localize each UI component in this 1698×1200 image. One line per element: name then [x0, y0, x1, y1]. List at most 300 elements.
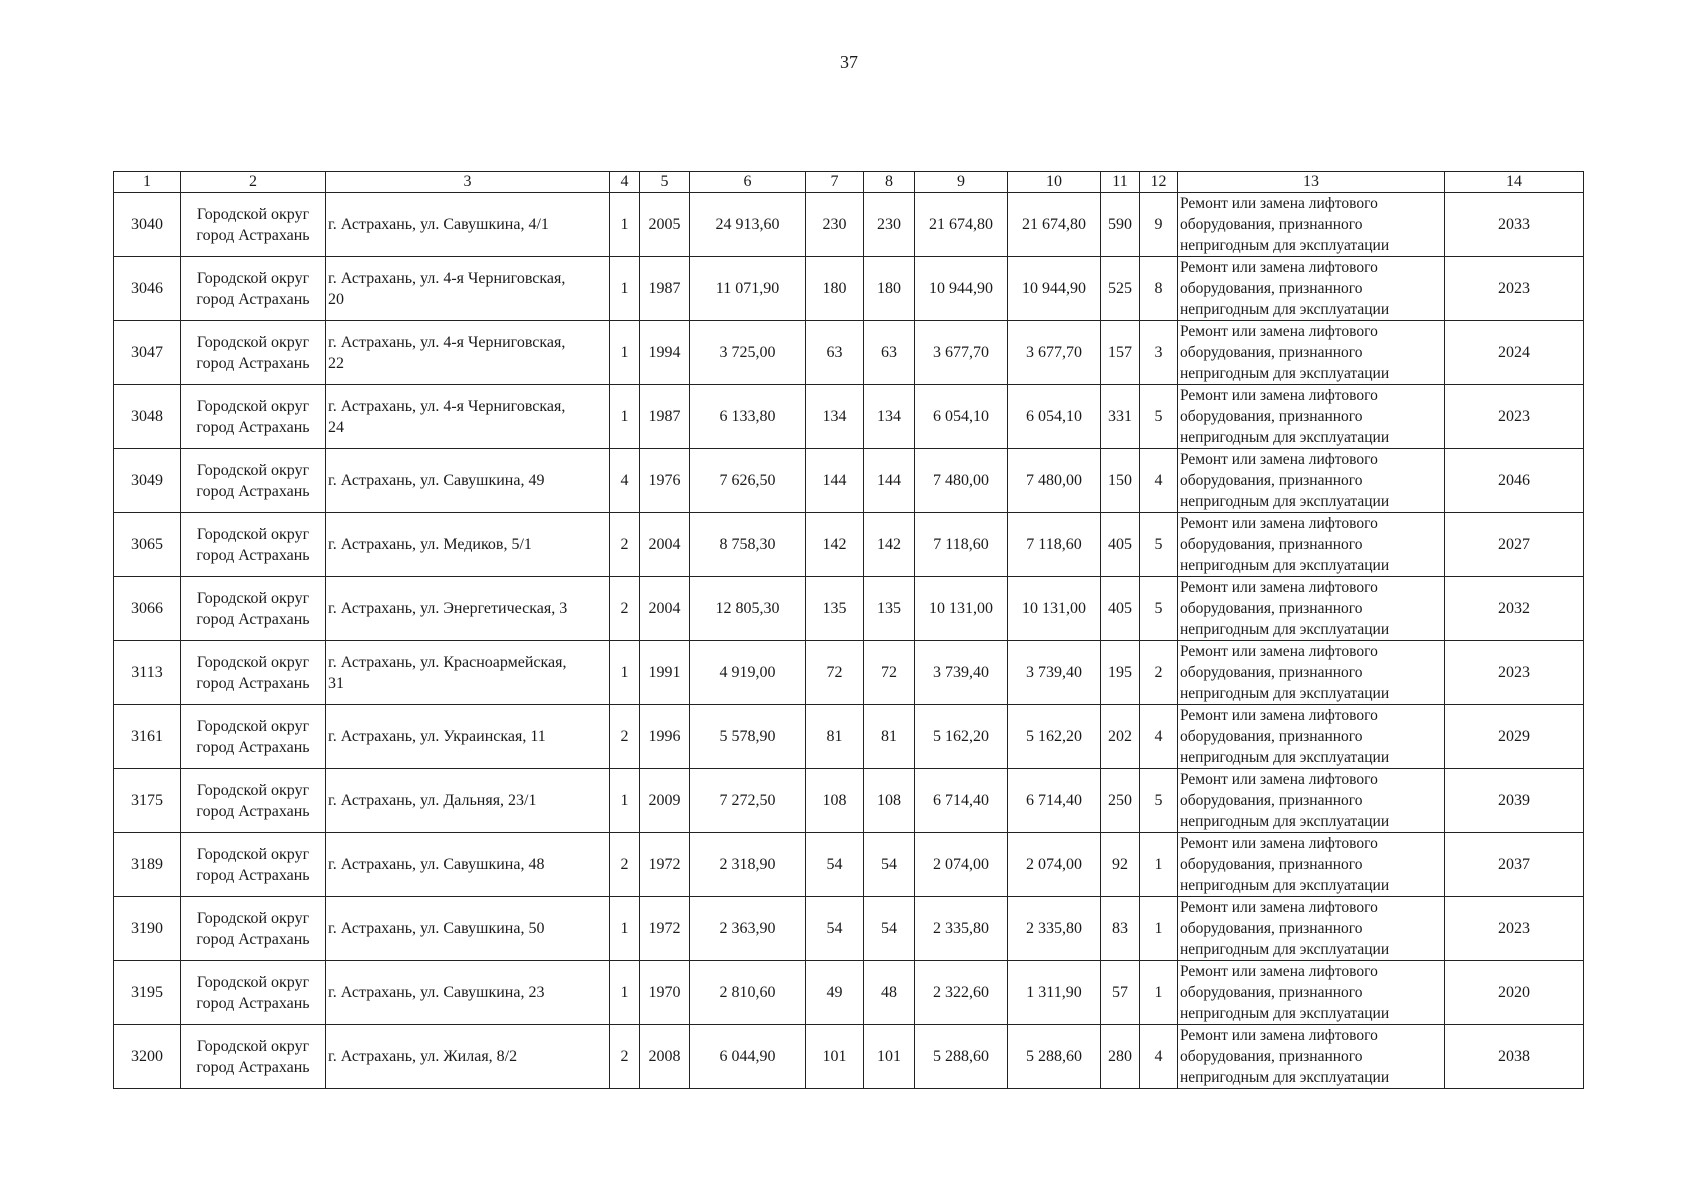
municipality-cell: [181, 833, 326, 897]
municipality-line: город Астрахань: [196, 482, 310, 500]
table-row: [114, 897, 1584, 961]
column-header: 13: [1178, 172, 1445, 193]
col-7-cell: 54: [806, 833, 864, 897]
col-9-cell: 7 118,60: [915, 513, 1008, 577]
work-type-line: Ремонт или замена лифтового: [1180, 515, 1378, 532]
municipality-line: город Астрахань: [196, 226, 310, 244]
col-14-cell: 2023: [1445, 897, 1584, 961]
col-9-cell: 6 054,10: [915, 385, 1008, 449]
row-id-cell: 3200: [114, 1025, 181, 1089]
work-type-line: непригодным для эксплуатации: [1180, 813, 1390, 830]
row-id-cell: 3048: [114, 385, 181, 449]
col-9-cell: 2 335,80: [915, 897, 1008, 961]
municipality-line: город Астрахань: [196, 418, 310, 436]
column-header: 6: [690, 172, 806, 193]
work-type-line: непригодным для эксплуатации: [1180, 429, 1390, 446]
municipality-cell: [181, 513, 326, 577]
col-8-cell: 101: [864, 1025, 915, 1089]
col-7-cell: 144: [806, 449, 864, 513]
year-cell: 1994: [640, 321, 690, 385]
municipality-line: Городской округ: [196, 781, 310, 799]
municipality-line: Городской округ: [196, 525, 310, 543]
col-4-cell: 2: [610, 577, 640, 641]
col-14-cell: 2037: [1445, 833, 1584, 897]
col-6-cell: 5 578,90: [690, 705, 806, 769]
municipality-line: Городской округ: [196, 909, 310, 927]
work-type-line: Ремонт или замена лифтового: [1180, 771, 1378, 788]
municipality-cell: [181, 449, 326, 513]
col-11-cell: 405: [1101, 513, 1140, 577]
municipality-line: Городской округ: [196, 205, 310, 223]
municipality-line: Городской округ: [196, 1037, 310, 1055]
address-cell: [326, 193, 610, 257]
address-cell: [326, 1025, 610, 1089]
col-11-cell: 83: [1101, 897, 1140, 961]
work-type-line: оборудования, признанного: [1180, 536, 1363, 553]
row-id-cell: 3065: [114, 513, 181, 577]
col-8-cell: 144: [864, 449, 915, 513]
col-11-cell: 57: [1101, 961, 1140, 1025]
col-4-cell: 1: [610, 321, 640, 385]
work-type-cell: [1178, 257, 1445, 321]
address-line: г. Астрахань, ул. Жилая, 8/2: [328, 1048, 518, 1065]
municipality-line: город Астрахань: [196, 1058, 310, 1076]
municipality-line: Городской округ: [196, 269, 310, 287]
municipality-line: Городской округ: [196, 845, 310, 863]
col-10-cell: 6 054,10: [1008, 385, 1101, 449]
work-type-line: оборудования, признанного: [1180, 344, 1363, 361]
municipality-line: Городской округ: [196, 461, 310, 479]
address-line: г. Астрахань, ул. Савушкина, 49: [328, 472, 545, 489]
address-line: г. Астрахань, ул. 4-я Черниговская,: [328, 333, 566, 351]
work-type-line: Ремонт или замена лифтового: [1180, 1027, 1378, 1044]
work-type-line: Ремонт или замена лифтового: [1180, 195, 1378, 212]
row-id-cell: 3189: [114, 833, 181, 897]
col-8-cell: 142: [864, 513, 915, 577]
col-6-cell: 3 725,00: [690, 321, 806, 385]
address-line: г. Астрахань, ул. Савушкина, 23: [328, 984, 545, 1001]
col-10-cell: 6 714,40: [1008, 769, 1101, 833]
year-cell: 2004: [640, 513, 690, 577]
year-cell: 1972: [640, 897, 690, 961]
col-4-cell: 1: [610, 257, 640, 321]
col-12-cell: 1: [1140, 897, 1178, 961]
col-11-cell: 150: [1101, 449, 1140, 513]
work-type-line: Ремонт или замена лифтового: [1180, 579, 1378, 596]
column-header: 10: [1008, 172, 1101, 193]
work-type-line: непригодным для эксплуатации: [1180, 301, 1390, 318]
col-7-cell: 63: [806, 321, 864, 385]
col-7-cell: 108: [806, 769, 864, 833]
col-8-cell: 230: [864, 193, 915, 257]
year-cell: 1987: [640, 257, 690, 321]
col-12-cell: 4: [1140, 449, 1178, 513]
municipality-cell: [181, 577, 326, 641]
col-7-cell: 180: [806, 257, 864, 321]
column-header: 14: [1445, 172, 1584, 193]
col-4-cell: 2: [610, 1025, 640, 1089]
work-type-line: Ремонт или замена лифтового: [1180, 963, 1378, 980]
municipality-line: город Астрахань: [196, 930, 310, 948]
municipality-cell: [181, 1025, 326, 1089]
work-type-line: оборудования, признанного: [1180, 280, 1363, 297]
col-12-cell: 1: [1140, 833, 1178, 897]
col-9-cell: 2 074,00: [915, 833, 1008, 897]
municipality-cell: [181, 257, 326, 321]
col-6-cell: 6 133,80: [690, 385, 806, 449]
address-line: г. Астрахань, ул. Украинская, 11: [328, 728, 546, 745]
col-11-cell: 590: [1101, 193, 1140, 257]
col-9-cell: 10 131,00: [915, 577, 1008, 641]
municipality-line: город Астрахань: [196, 546, 310, 564]
column-header: 11: [1101, 172, 1140, 193]
col-14-cell: 2029: [1445, 705, 1584, 769]
municipality-line: город Астрахань: [196, 802, 310, 820]
work-type-line: оборудования, признанного: [1180, 408, 1363, 425]
column-header: 12: [1140, 172, 1178, 193]
table-row: [114, 193, 1584, 257]
col-4-cell: 4: [610, 449, 640, 513]
col-10-cell: 5 162,20: [1008, 705, 1101, 769]
work-type-line: непригодным для эксплуатации: [1180, 493, 1390, 510]
table-row: [114, 449, 1584, 513]
col-9-cell: 21 674,80: [915, 193, 1008, 257]
work-type-line: непригодным для эксплуатации: [1180, 749, 1390, 766]
municipality-cell: [181, 193, 326, 257]
col-6-cell: 2 810,60: [690, 961, 806, 1025]
work-type-line: непригодным для эксплуатации: [1180, 1005, 1390, 1022]
col-6-cell: 8 758,30: [690, 513, 806, 577]
year-cell: 1972: [640, 833, 690, 897]
col-14-cell: 2038: [1445, 1025, 1584, 1089]
col-10-cell: 21 674,80: [1008, 193, 1101, 257]
table-row: [114, 321, 1584, 385]
work-type-line: оборудования, признанного: [1180, 728, 1363, 745]
work-type-line: непригодным для эксплуатации: [1180, 941, 1390, 958]
col-8-cell: 72: [864, 641, 915, 705]
col-6-cell: 12 805,30: [690, 577, 806, 641]
work-type-line: Ремонт или замена лифтового: [1180, 899, 1378, 916]
col-11-cell: 195: [1101, 641, 1140, 705]
col-10-cell: 7 118,60: [1008, 513, 1101, 577]
address-cell: [326, 321, 610, 385]
table-row: [114, 1025, 1584, 1089]
municipality-line: Городской округ: [196, 333, 310, 351]
col-6-cell: 2 318,90: [690, 833, 806, 897]
col-9-cell: 7 480,00: [915, 449, 1008, 513]
year-cell: 2005: [640, 193, 690, 257]
address-cell: [326, 449, 610, 513]
col-9-cell: 2 322,60: [915, 961, 1008, 1025]
work-type-cell: [1178, 641, 1445, 705]
col-11-cell: 331: [1101, 385, 1140, 449]
work-type-line: Ремонт или замена лифтового: [1180, 707, 1378, 724]
address-line: г. Астрахань, ул. Красноармейская,: [328, 653, 567, 671]
table-row: [114, 385, 1584, 449]
header-row: [114, 172, 1584, 193]
row-id-cell: 3190: [114, 897, 181, 961]
column-header: 9: [915, 172, 1008, 193]
col-9-cell: 10 944,90: [915, 257, 1008, 321]
col-14-cell: 2046: [1445, 449, 1584, 513]
address-line: г. Астрахань, ул. 4-я Черниговская,: [328, 269, 566, 287]
table-row: [114, 705, 1584, 769]
col-9-cell: 5 288,60: [915, 1025, 1008, 1089]
col-8-cell: 134: [864, 385, 915, 449]
address-line: г. Астрахань, ул. Дальняя, 23/1: [328, 792, 537, 809]
col-14-cell: 2023: [1445, 257, 1584, 321]
col-12-cell: 4: [1140, 1025, 1178, 1089]
col-4-cell: 1: [610, 193, 640, 257]
col-10-cell: 3 677,70: [1008, 321, 1101, 385]
address-cell: [326, 769, 610, 833]
work-type-line: оборудования, признанного: [1180, 664, 1363, 681]
work-type-cell: [1178, 769, 1445, 833]
registry-table: [113, 171, 1584, 1089]
col-8-cell: 63: [864, 321, 915, 385]
work-type-line: Ремонт или замена лифтового: [1180, 259, 1378, 276]
municipality-cell: [181, 897, 326, 961]
col-4-cell: 2: [610, 833, 640, 897]
row-id-cell: 3066: [114, 577, 181, 641]
col-4-cell: 2: [610, 513, 640, 577]
col-12-cell: 2: [1140, 641, 1178, 705]
work-type-cell: [1178, 833, 1445, 897]
table-row: [114, 833, 1584, 897]
column-header: 2: [181, 172, 326, 193]
col-8-cell: 48: [864, 961, 915, 1025]
table-row: [114, 577, 1584, 641]
work-type-line: оборудования, признанного: [1180, 600, 1363, 617]
municipality-cell: [181, 321, 326, 385]
col-10-cell: 2 335,80: [1008, 897, 1101, 961]
year-cell: 2008: [640, 1025, 690, 1089]
row-id-cell: 3047: [114, 321, 181, 385]
column-header: 5: [640, 172, 690, 193]
municipality-line: город Астрахань: [196, 674, 310, 692]
address-line: г. Астрахань, ул. Савушкина, 50: [328, 920, 545, 937]
col-11-cell: 157: [1101, 321, 1140, 385]
col-10-cell: 10 944,90: [1008, 257, 1101, 321]
year-cell: 1970: [640, 961, 690, 1025]
col-12-cell: 9: [1140, 193, 1178, 257]
table-row: [114, 513, 1584, 577]
col-8-cell: 54: [864, 833, 915, 897]
col-7-cell: 135: [806, 577, 864, 641]
col-12-cell: 5: [1140, 513, 1178, 577]
col-9-cell: 3 739,40: [915, 641, 1008, 705]
work-type-line: непригодным для эксплуатации: [1180, 877, 1390, 894]
col-7-cell: 101: [806, 1025, 864, 1089]
col-11-cell: 280: [1101, 1025, 1140, 1089]
col-6-cell: 11 071,90: [690, 257, 806, 321]
work-type-line: Ремонт или замена лифтового: [1180, 835, 1378, 852]
col-11-cell: 525: [1101, 257, 1140, 321]
address-cell: [326, 961, 610, 1025]
col-12-cell: 8: [1140, 257, 1178, 321]
col-14-cell: 2027: [1445, 513, 1584, 577]
municipality-line: город Астрахань: [196, 290, 310, 308]
col-12-cell: 4: [1140, 705, 1178, 769]
municipality-line: Городской округ: [196, 397, 310, 415]
col-6-cell: 24 913,60: [690, 193, 806, 257]
col-12-cell: 3: [1140, 321, 1178, 385]
col-14-cell: 2024: [1445, 321, 1584, 385]
address-line: 20: [328, 290, 344, 308]
col-11-cell: 92: [1101, 833, 1140, 897]
table-body: [114, 193, 1584, 1089]
row-id-cell: 3161: [114, 705, 181, 769]
col-8-cell: 108: [864, 769, 915, 833]
municipality-line: город Астрахань: [196, 610, 310, 628]
col-7-cell: 81: [806, 705, 864, 769]
municipality-cell: [181, 385, 326, 449]
column-header: 8: [864, 172, 915, 193]
col-4-cell: 1: [610, 769, 640, 833]
col-7-cell: 72: [806, 641, 864, 705]
address-line: 22: [328, 354, 344, 372]
work-type-line: оборудования, признанного: [1180, 856, 1363, 873]
col-9-cell: 5 162,20: [915, 705, 1008, 769]
address-cell: [326, 705, 610, 769]
table-row: [114, 641, 1584, 705]
address-line: г. Астрахань, ул. Энергетическая, 3: [328, 600, 568, 617]
work-type-cell: [1178, 193, 1445, 257]
work-type-cell: [1178, 897, 1445, 961]
col-8-cell: 180: [864, 257, 915, 321]
col-7-cell: 134: [806, 385, 864, 449]
col-14-cell: 2032: [1445, 577, 1584, 641]
work-type-line: оборудования, признанного: [1180, 984, 1363, 1001]
col-8-cell: 54: [864, 897, 915, 961]
work-type-cell: [1178, 961, 1445, 1025]
col-10-cell: 10 131,00: [1008, 577, 1101, 641]
col-4-cell: 2: [610, 705, 640, 769]
col-14-cell: 2033: [1445, 193, 1584, 257]
col-10-cell: 5 288,60: [1008, 1025, 1101, 1089]
col-10-cell: 7 480,00: [1008, 449, 1101, 513]
address-cell: [326, 513, 610, 577]
work-type-line: Ремонт или замена лифтового: [1180, 451, 1378, 468]
work-type-cell: [1178, 449, 1445, 513]
municipality-cell: [181, 961, 326, 1025]
col-8-cell: 81: [864, 705, 915, 769]
col-10-cell: 2 074,00: [1008, 833, 1101, 897]
year-cell: 2004: [640, 577, 690, 641]
col-11-cell: 405: [1101, 577, 1140, 641]
row-id-cell: 3046: [114, 257, 181, 321]
col-6-cell: 2 363,90: [690, 897, 806, 961]
address-line: г. Астрахань, ул. Савушкина, 48: [328, 856, 545, 873]
table-header: [114, 172, 1584, 193]
page-number: 37: [840, 52, 858, 72]
col-4-cell: 1: [610, 961, 640, 1025]
work-type-line: непригодным для эксплуатации: [1180, 685, 1390, 702]
col-6-cell: 7 626,50: [690, 449, 806, 513]
municipality-cell: [181, 769, 326, 833]
work-type-cell: [1178, 705, 1445, 769]
address-cell: [326, 897, 610, 961]
col-4-cell: 1: [610, 385, 640, 449]
row-id-cell: 3175: [114, 769, 181, 833]
work-type-cell: [1178, 1025, 1445, 1089]
work-type-line: оборудования, признанного: [1180, 920, 1363, 937]
address-line: 31: [328, 674, 344, 692]
table-row: [114, 961, 1584, 1025]
address-cell: [326, 641, 610, 705]
address-line: г. Астрахань, ул. 4-я Черниговская,: [328, 397, 566, 415]
municipality-line: Городской округ: [196, 589, 310, 607]
work-type-line: Ремонт или замена лифтового: [1180, 323, 1378, 340]
work-type-cell: [1178, 577, 1445, 641]
year-cell: 1976: [640, 449, 690, 513]
table-row: [114, 257, 1584, 321]
work-type-line: непригодным для эксплуатации: [1180, 237, 1390, 254]
work-type-cell: [1178, 513, 1445, 577]
work-type-line: непригодным для эксплуатации: [1180, 1069, 1390, 1086]
col-14-cell: 2020: [1445, 961, 1584, 1025]
col-9-cell: 3 677,70: [915, 321, 1008, 385]
col-12-cell: 5: [1140, 577, 1178, 641]
address-cell: [326, 833, 610, 897]
year-cell: 1991: [640, 641, 690, 705]
column-header: 3: [326, 172, 610, 193]
municipality-line: город Астрахань: [196, 994, 310, 1012]
col-9-cell: 6 714,40: [915, 769, 1008, 833]
col-10-cell: 3 739,40: [1008, 641, 1101, 705]
address-line: 24: [328, 418, 344, 436]
municipality-cell: [181, 705, 326, 769]
municipality-line: город Астрахань: [196, 738, 310, 756]
address-cell: [326, 257, 610, 321]
col-4-cell: 1: [610, 641, 640, 705]
col-14-cell: 2023: [1445, 385, 1584, 449]
work-type-cell: [1178, 385, 1445, 449]
work-type-line: непригодным для эксплуатации: [1180, 621, 1390, 638]
col-6-cell: 6 044,90: [690, 1025, 806, 1089]
municipality-line: город Астрахань: [196, 354, 310, 372]
col-8-cell: 135: [864, 577, 915, 641]
year-cell: 1996: [640, 705, 690, 769]
municipality-line: город Астрахань: [196, 866, 310, 884]
municipality-line: Городской округ: [196, 973, 310, 991]
col-10-cell: 1 311,90: [1008, 961, 1101, 1025]
column-header: 7: [806, 172, 864, 193]
col-11-cell: 202: [1101, 705, 1140, 769]
municipality-cell: [181, 641, 326, 705]
year-cell: 2009: [640, 769, 690, 833]
municipality-line: Городской округ: [196, 653, 310, 671]
col-7-cell: 142: [806, 513, 864, 577]
work-type-line: оборудования, признанного: [1180, 472, 1363, 489]
work-type-line: оборудования, признанного: [1180, 216, 1363, 233]
row-id-cell: 3040: [114, 193, 181, 257]
col-7-cell: 54: [806, 897, 864, 961]
col-4-cell: 1: [610, 897, 640, 961]
year-cell: 1987: [640, 385, 690, 449]
col-6-cell: 4 919,00: [690, 641, 806, 705]
col-6-cell: 7 272,50: [690, 769, 806, 833]
row-id-cell: 3113: [114, 641, 181, 705]
row-id-cell: 3049: [114, 449, 181, 513]
work-type-line: Ремонт или замена лифтового: [1180, 387, 1378, 404]
address-cell: [326, 577, 610, 641]
work-type-line: оборудования, признанного: [1180, 792, 1363, 809]
col-14-cell: 2039: [1445, 769, 1584, 833]
col-14-cell: 2023: [1445, 641, 1584, 705]
address-line: г. Астрахань, ул. Савушкина, 4/1: [328, 216, 549, 233]
col-11-cell: 250: [1101, 769, 1140, 833]
